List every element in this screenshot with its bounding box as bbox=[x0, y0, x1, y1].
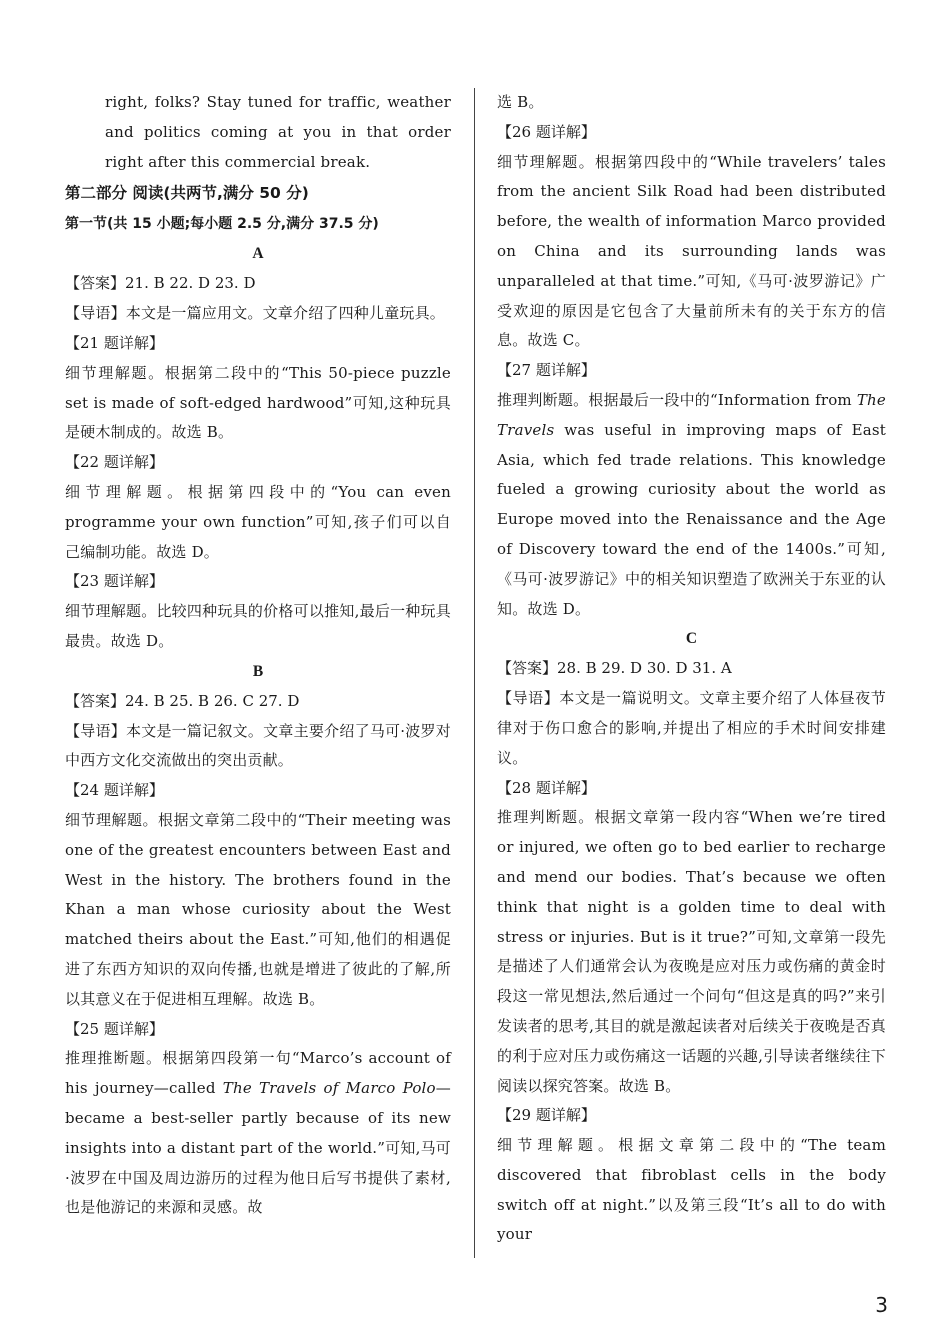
q27-text-post: was useful in improving maps of East Asia, which fed trade relations. This knowledge fueled a growing curiosity about the world as Europe moved into the Renaissance and the Age of Discovery toward the end of the 1400s.”可知,《马可·波罗游记》中的相关知识塑造了欧洲关于东亚的认知。故选 D。 bbox=[497, 420, 886, 618]
passage-b-letter: B bbox=[252, 662, 264, 680]
q29-text: 细节理解题。根据文章第二段中的“The team discovered that fibroblast cells in the body switch off at night.”以及第三段“It’s all to do with your bbox=[497, 1136, 886, 1244]
q25-text-pre: 推理推断题。根据第四段第一句“Marco’s account of his journey—called bbox=[65, 1049, 451, 1098]
q25-book-title: The Travels of Marco Polo bbox=[222, 1079, 436, 1098]
section-heading: 第一节(共 15 小题;每小题 2.5 分,满分 37.5 分) bbox=[65, 216, 379, 233]
q29-label: 【29 题详解】 bbox=[497, 1106, 596, 1125]
q21-label: 【21 题详解】 bbox=[65, 333, 164, 352]
passage-c-guide: 【导语】本文是一篇说明文。文章主要介绍了人体昼夜节律对于伤口愈合的影响,并提出了相应的手术时间安排建议。 bbox=[497, 689, 886, 767]
q25-label: 【25 题详解】 bbox=[65, 1019, 164, 1038]
q21-text: 细节理解题。根据第二段中的“This 50-piece puzzle set is made of soft-edged hardwood”可知,这种玩具是硬木制成的。故选 B。 bbox=[65, 363, 451, 442]
q27-book-title: The Travels bbox=[497, 390, 886, 439]
q27-label: 【27 题详解】 bbox=[497, 361, 596, 380]
passage-a-answer: 【答案】21. B 22. D 23. D bbox=[65, 274, 256, 293]
q25-text bbox=[65, 1044, 451, 1223]
q27-text-pre: 推理判断题。根据最后一段中的“Information from bbox=[497, 390, 857, 409]
passage-c-answer: 【答案】28. B 29. D 30. D 31. A bbox=[497, 659, 732, 678]
right-column bbox=[497, 88, 886, 1250]
q22-label: 【22 题详解】 bbox=[65, 453, 164, 472]
q28-label: 【28 题详解】 bbox=[497, 778, 596, 797]
part-heading: 第二部分 阅读(共两节,满分 50 分) bbox=[65, 184, 309, 203]
q26-label: 【26 题详解】 bbox=[497, 122, 596, 141]
passage-c-letter: C bbox=[685, 630, 698, 648]
passage-a-guide: 【导语】本文是一篇应用文。文章介绍了四种儿童玩具。 bbox=[65, 304, 446, 323]
q27-text bbox=[497, 386, 886, 624]
q23-label: 【23 题详解】 bbox=[65, 572, 164, 591]
q23-text: 细节理解题。比较四种玩具的价格可以推知,最后一种玩具最贵。故选 D。 bbox=[65, 602, 451, 650]
q24-text: 细节理解题。根据文章第二段中的“Their meeting was one of the greatest encounters between East and West in the history. The brothers found in the Khan a man whose curiosity about the West matched theirs about the East.”可知,他们的相遇促进了东西方知识的双向传播,也就是增进了彼此的了解,所以其意义在于促进相互理解。故选 B。 bbox=[65, 810, 451, 1008]
intro-paragraph: right, folks? Stay tuned for traffic, weather and politics coming at you in that order right after this commercial break. bbox=[105, 93, 451, 171]
page-number: 3 bbox=[875, 1293, 888, 1317]
q26-text: 细节理解题。根据第四段中的“While travelers’ tales from the ancient Silk Road had been distributed before, the wealth of information Marco provided on China and its surrounding lands was unparalleled at that time.”可知,《马可·波罗游记》广受欢迎的原因是它包含了大量前所未有的关于东方的信息。故选 C。 bbox=[497, 152, 886, 350]
q24-label: 【24 题详解】 bbox=[65, 781, 164, 800]
passage-b-answer: 【答案】24. B 25. B 26. C 27. D bbox=[65, 691, 300, 710]
column-divider bbox=[474, 88, 475, 1258]
q28-text: 推理判断题。根据文章第一段内容“When we’re tired or injured, we often go to bed earlier to recharge and mend our bodies. That’s because we often think that night is a golden time to deal with stress or injuries. But is it true?”可知,文章第一段先是描述了人们通常会认为夜晚是应对压力或伤痛的黄金时段这一常见想法,然后通过一个问句“但这是真的吗?”来引发读者的思考,其目的就是激起读者对后续关于夜晚是否真的利于应对压力或伤痛这一话题的兴趣,引导读者继续往下阅读以探究答案。故选 B。 bbox=[497, 808, 886, 1095]
q22-text: 细节理解题。根据第四段中的“You can even programme your own function”可知,孩子们可以自己编制功能。故选 D。 bbox=[65, 482, 451, 561]
passage-b-continuation: 选 B。 bbox=[497, 93, 544, 111]
left-column bbox=[65, 88, 451, 1223]
passage-b-guide: 【导语】本文是一篇记叙文。文章主要介绍了马可·波罗对中西方文化交流做出的突出贡献。 bbox=[65, 721, 451, 770]
passage-a-letter: A bbox=[252, 245, 264, 263]
q25-text-post: —became a best-seller partly because of its new insights into a distant part of the world.”可知,马可·波罗在中国及周边游历的过程为他日后写书提供了素材,也是他游记的来源和灵感。故 bbox=[65, 1079, 451, 1217]
